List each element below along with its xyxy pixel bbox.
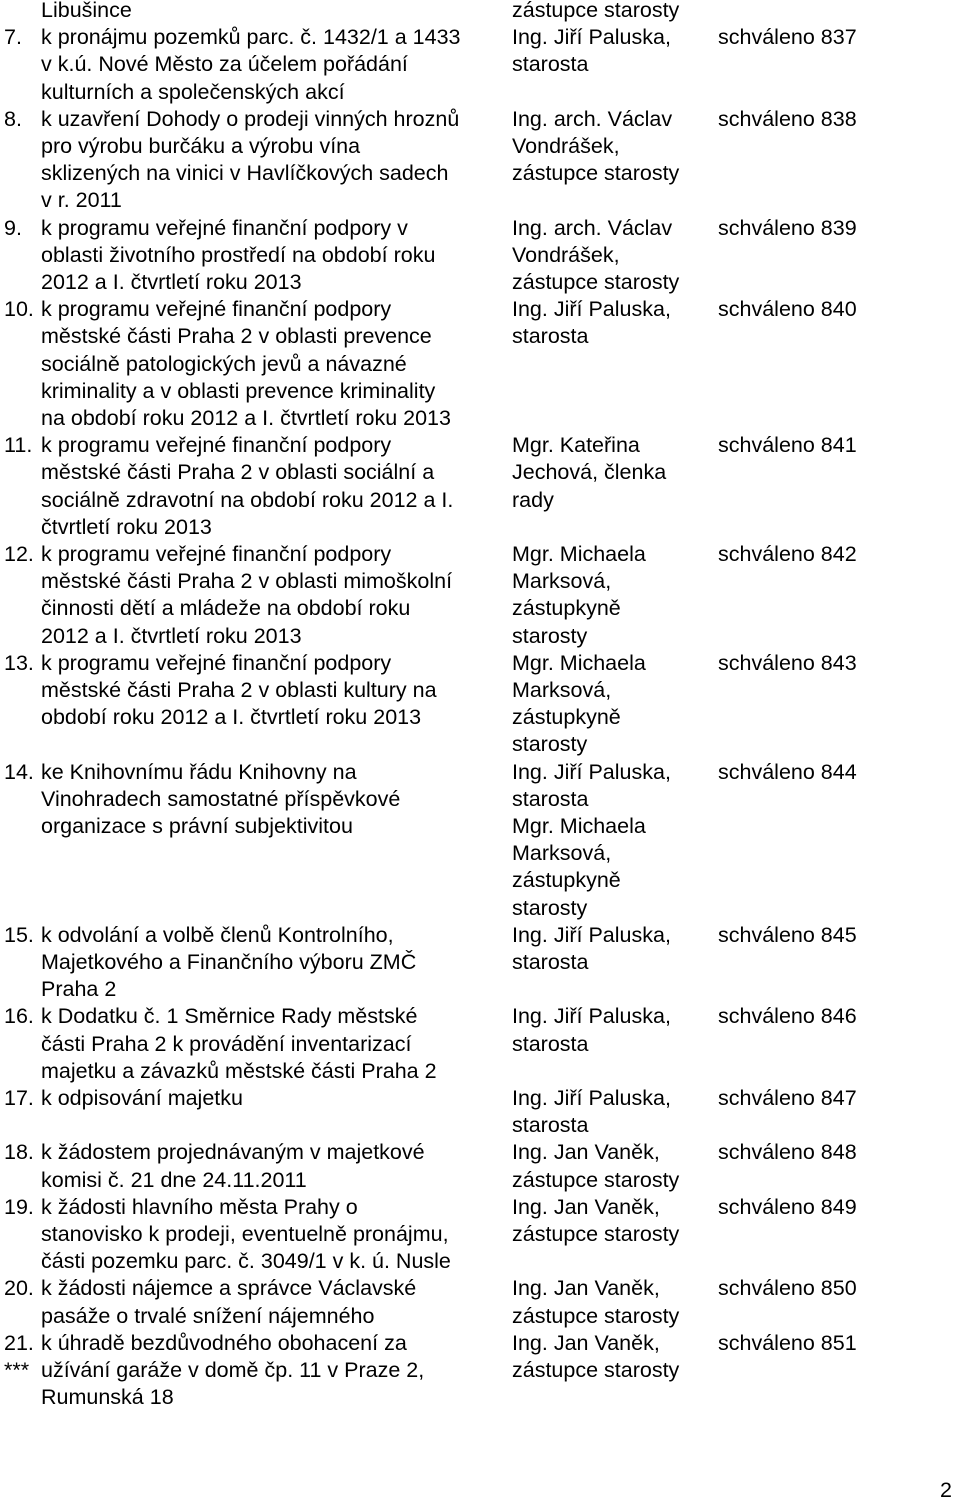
- text-line: kulturních a společenských akcí: [41, 79, 345, 104]
- text-line: schváleno 839: [718, 215, 857, 240]
- text-line: schváleno 843: [718, 650, 857, 675]
- text-line: části Praha 2 k provádění inventarizací: [41, 1031, 412, 1056]
- list-item: [0, 1330, 960, 1412]
- item-number: 10.: [4, 297, 34, 322]
- item-presenter: [512, 1085, 712, 1139]
- text-line: sociálně zdravotní na období roku 2012 a I.: [41, 487, 454, 512]
- text-line: Majetkového a Finančního výboru ZMČ: [41, 949, 417, 974]
- item-result: [718, 759, 958, 786]
- list-item: [0, 650, 960, 759]
- item-number: 19.: [4, 1194, 34, 1219]
- text-line: období roku 2012 a I. čtvrtletí roku 2013: [41, 705, 422, 730]
- text-line: sklizených na vinici v Havlíčkových sadech: [41, 161, 449, 186]
- item-number: 12.: [4, 541, 34, 566]
- item-presenter: [512, 1139, 712, 1193]
- text-line: zástupce starosty: [512, 1167, 680, 1192]
- text-line: Ing. Jiří Paluska,: [512, 922, 671, 947]
- text-line: Ing. Jan Vaněk,: [512, 1194, 660, 1219]
- text-line: k programu veřejné finanční podpory: [41, 650, 392, 675]
- text-line: schváleno 840: [718, 297, 857, 322]
- text-line: Vinohradech samostatné příspěvkové: [41, 786, 401, 811]
- text-line: schváleno 844: [718, 759, 857, 784]
- text-line: 2012 a I. čtvrtletí roku 2013: [41, 269, 302, 294]
- item-subject: [41, 1275, 509, 1329]
- item-subject: [41, 922, 509, 1004]
- text-line: starosta: [512, 324, 589, 349]
- text-line: Ing. arch. Václav: [512, 106, 673, 131]
- item-presenter: [512, 215, 712, 297]
- text-line: schváleno 838: [718, 106, 857, 131]
- text-line: pasáže o trvalé snížení nájemného: [41, 1303, 375, 1328]
- text-line: k programu veřejné finanční podpory: [41, 297, 392, 322]
- item-number: 8.: [4, 106, 22, 131]
- item-result: [718, 650, 958, 677]
- text-line: komisi č. 21 dne 24.11.2011: [41, 1167, 307, 1192]
- item-subject: [41, 106, 509, 215]
- text-line: Jechová, členka: [512, 460, 667, 485]
- item-number: 15.: [4, 922, 34, 947]
- text-line: k žádostem projednávaným v majetkové: [41, 1140, 425, 1165]
- text-line: Ing. arch. Václav: [512, 215, 673, 240]
- text-line: kriminality a v oblasti prevence kriminality: [41, 378, 436, 403]
- text-line: starosta: [512, 1031, 589, 1056]
- item-subject: [41, 215, 509, 297]
- text-line: Ing. Jiří Paluska,: [512, 759, 671, 784]
- item-number: 18.: [4, 1140, 34, 1165]
- text-line: 2012 a I. čtvrtletí roku 2013: [41, 623, 302, 648]
- text-line: Vondrášek,: [512, 133, 620, 158]
- text-line: starosta: [512, 949, 589, 974]
- item-subject: [41, 296, 509, 432]
- text-line: k žádosti hlavního města Prahy o: [41, 1194, 358, 1219]
- item-result: [718, 922, 958, 949]
- page-number: 2: [940, 1478, 952, 1502]
- text-line: ke Knihovnímu řádu Knihovny na: [41, 759, 357, 784]
- item-presenter: [512, 106, 712, 188]
- text-line: Mgr. Michaela: [512, 813, 646, 838]
- item-result: [718, 1139, 958, 1166]
- text-line: starosta: [512, 786, 589, 811]
- item-result: [718, 1275, 958, 1302]
- item-presenter: [512, 24, 712, 78]
- text-line: k programu veřejné finanční podpory: [41, 433, 392, 458]
- item-number: 9.: [4, 215, 22, 240]
- text-line: oblasti životního prostředí na období roku: [41, 242, 436, 267]
- list-item: [0, 106, 960, 215]
- list-item: [0, 1085, 960, 1139]
- text-line: zástupkyně: [512, 596, 621, 621]
- item-number: 11.: [4, 433, 33, 458]
- text-line: starosta: [512, 52, 589, 77]
- text-line: k programu veřejné finanční podpory: [41, 541, 392, 566]
- text-line: Praha 2: [41, 977, 117, 1002]
- text-line: pro výrobu burčáku a výrobu vína: [41, 133, 361, 158]
- text-line: v k.ú. Nové Město za účelem pořádání: [41, 52, 408, 77]
- text-line: Ing. Jiří Paluska,: [512, 25, 671, 50]
- item-presenter: [512, 650, 712, 759]
- text-line: k uzavření Dohody o prodeji vinných hroznů: [41, 106, 460, 131]
- item-subject: [41, 24, 509, 106]
- text-line: zástupce starosty: [512, 1221, 680, 1246]
- text-line: schváleno 851: [718, 1330, 857, 1355]
- item-presenter: [512, 1330, 712, 1384]
- item-result: [718, 215, 958, 242]
- text-line: zástupce starosty: [512, 161, 680, 186]
- item-result: [718, 1330, 958, 1357]
- text-line: Mgr. Michaela: [512, 650, 646, 675]
- text-line: na období roku 2012 a I. čtvrtletí roku 2013: [41, 405, 451, 430]
- item-subject: [41, 759, 509, 841]
- text-line: městské části Praha 2 v oblasti prevence: [41, 324, 432, 349]
- item-presenter: [512, 922, 712, 976]
- item-number: 16.: [4, 1004, 34, 1029]
- text-line: užívání garáže v domě čp. 11 v Praze 2,: [41, 1357, 425, 1382]
- list-item: [0, 24, 960, 106]
- text-line: schváleno 845: [718, 922, 857, 947]
- text-line: Ing. Jan Vaněk,: [512, 1140, 660, 1165]
- item-subject: [41, 1139, 509, 1193]
- list-item: [0, 432, 960, 541]
- text-line: části pozemku parc. č. 3049/1 v k. ú. Nusle: [41, 1249, 451, 1274]
- text-line: Ing. Jiří Paluska,: [512, 1085, 671, 1110]
- text-line: Ing. Jan Vaněk,: [512, 1330, 660, 1355]
- item-result: [718, 1194, 958, 1221]
- item-subject: [41, 1085, 509, 1112]
- text-line: zástupce starosty: [512, 0, 680, 22]
- item-number: 17.: [4, 1085, 34, 1110]
- list-item: [0, 215, 960, 297]
- text-line: Marksová,: [512, 569, 612, 594]
- text-line: Ing. Jiří Paluska,: [512, 297, 671, 322]
- text-line: schváleno 841: [718, 433, 857, 458]
- text-line: organizace s právní subjektivitou: [41, 813, 353, 838]
- item-presenter: [512, 296, 712, 350]
- item-result: [718, 432, 958, 459]
- item-result: [718, 296, 958, 323]
- text-line: zástupce starosty: [512, 1303, 680, 1328]
- text-line: sociálně patologických jevů a návazné: [41, 351, 407, 376]
- text-line: městské části Praha 2 v oblasti sociální a: [41, 460, 435, 485]
- item-presenter: [512, 0, 712, 24]
- list-item: [0, 296, 960, 432]
- text-line: Mgr. Kateřina: [512, 433, 640, 458]
- item-presenter: [512, 1003, 712, 1057]
- text-line: k odvolání a volbě členů Kontrolního,: [41, 922, 394, 947]
- item-presenter: [512, 541, 712, 650]
- item-subject: [41, 0, 509, 24]
- text-line: schváleno 849: [718, 1194, 857, 1219]
- text-line: stanovisko k prodeji, eventuelně pronájmu,: [41, 1221, 449, 1246]
- text-line: starosta: [512, 1113, 589, 1138]
- text-line: Mgr. Michaela: [512, 541, 646, 566]
- text-line: Ing. Jiří Paluska,: [512, 1004, 671, 1029]
- item-subject: [41, 432, 509, 541]
- list-item: [0, 759, 960, 922]
- item-presenter: [512, 1194, 712, 1248]
- text-line: starosty: [512, 623, 588, 648]
- text-line: Marksová,: [512, 677, 612, 702]
- text-line: schváleno 846: [718, 1004, 857, 1029]
- text-line: rady: [512, 487, 554, 512]
- text-line: schváleno 848: [718, 1140, 857, 1165]
- item-result: [718, 541, 958, 568]
- text-line: k žádosti nájemce a správce Václavské: [41, 1276, 417, 1301]
- text-line: v r. 2011: [41, 188, 122, 213]
- text-line: schváleno 850: [718, 1276, 857, 1301]
- item-number: 14.: [4, 759, 34, 784]
- text-line: k Dodatku č. 1 Směrnice Rady městské: [41, 1004, 418, 1029]
- item-subject: [41, 1003, 509, 1085]
- text-line: k pronájmu pozemků parc. č. 1432/1 a 1433: [41, 25, 461, 50]
- text-line: majetku a závazků městské části Praha 2: [41, 1058, 437, 1083]
- item-number: 13.: [4, 650, 34, 675]
- text-line: zástupkyně: [512, 868, 621, 893]
- text-line: Rumunská 18: [41, 1385, 174, 1410]
- list-item: [0, 1275, 960, 1329]
- text-line: k úhradě bezdůvodného obohacení za: [41, 1330, 407, 1355]
- text-line: městské části Praha 2 v oblasti mimoškolní: [41, 569, 453, 594]
- text-line: činnosti dětí a mládeže na období roku: [41, 596, 411, 621]
- item-result: [718, 106, 958, 133]
- list-item: [0, 1194, 960, 1276]
- item-subject: [41, 1330, 509, 1412]
- item-subject: [41, 1194, 509, 1276]
- list-item: [0, 1003, 960, 1085]
- list-item: [0, 922, 960, 1004]
- text-line: k programu veřejné finanční podpory v: [41, 215, 408, 240]
- item-presenter: [512, 432, 712, 514]
- item-subject: [41, 650, 509, 732]
- list-item: [0, 1139, 960, 1193]
- text-line: Vondrášek,: [512, 242, 620, 267]
- item-number: 21. ***: [4, 1330, 34, 1382]
- list-item: [0, 541, 960, 650]
- text-line: Marksová,: [512, 841, 612, 866]
- text-line: k odpisování majetku: [41, 1085, 243, 1110]
- item-subject: [41, 541, 509, 650]
- item-result: [718, 1085, 958, 1112]
- text-line: schváleno 842: [718, 541, 857, 566]
- list-item-continuation: [0, 0, 960, 24]
- text-line: starosty: [512, 732, 588, 757]
- item-presenter: [512, 1275, 712, 1329]
- text-line: čtvrtletí roku 2013: [41, 514, 212, 539]
- text-line: zástupkyně: [512, 705, 621, 730]
- text-line: zástupce starosty: [512, 1357, 680, 1382]
- text-line: starosty: [512, 895, 588, 920]
- item-number: 7.: [4, 25, 22, 50]
- item-result: [718, 1003, 958, 1030]
- item-result: [718, 24, 958, 51]
- item-number: 20.: [4, 1276, 34, 1301]
- text-line: Ing. Jan Vaněk,: [512, 1276, 660, 1301]
- text-line: městské části Praha 2 v oblasti kultury na: [41, 677, 437, 702]
- text-line: schváleno 837: [718, 25, 857, 50]
- text-line: Libušince: [41, 0, 132, 22]
- text-line: zástupce starosty: [512, 269, 680, 294]
- text-line: schváleno 847: [718, 1085, 857, 1110]
- item-presenter: [512, 759, 712, 922]
